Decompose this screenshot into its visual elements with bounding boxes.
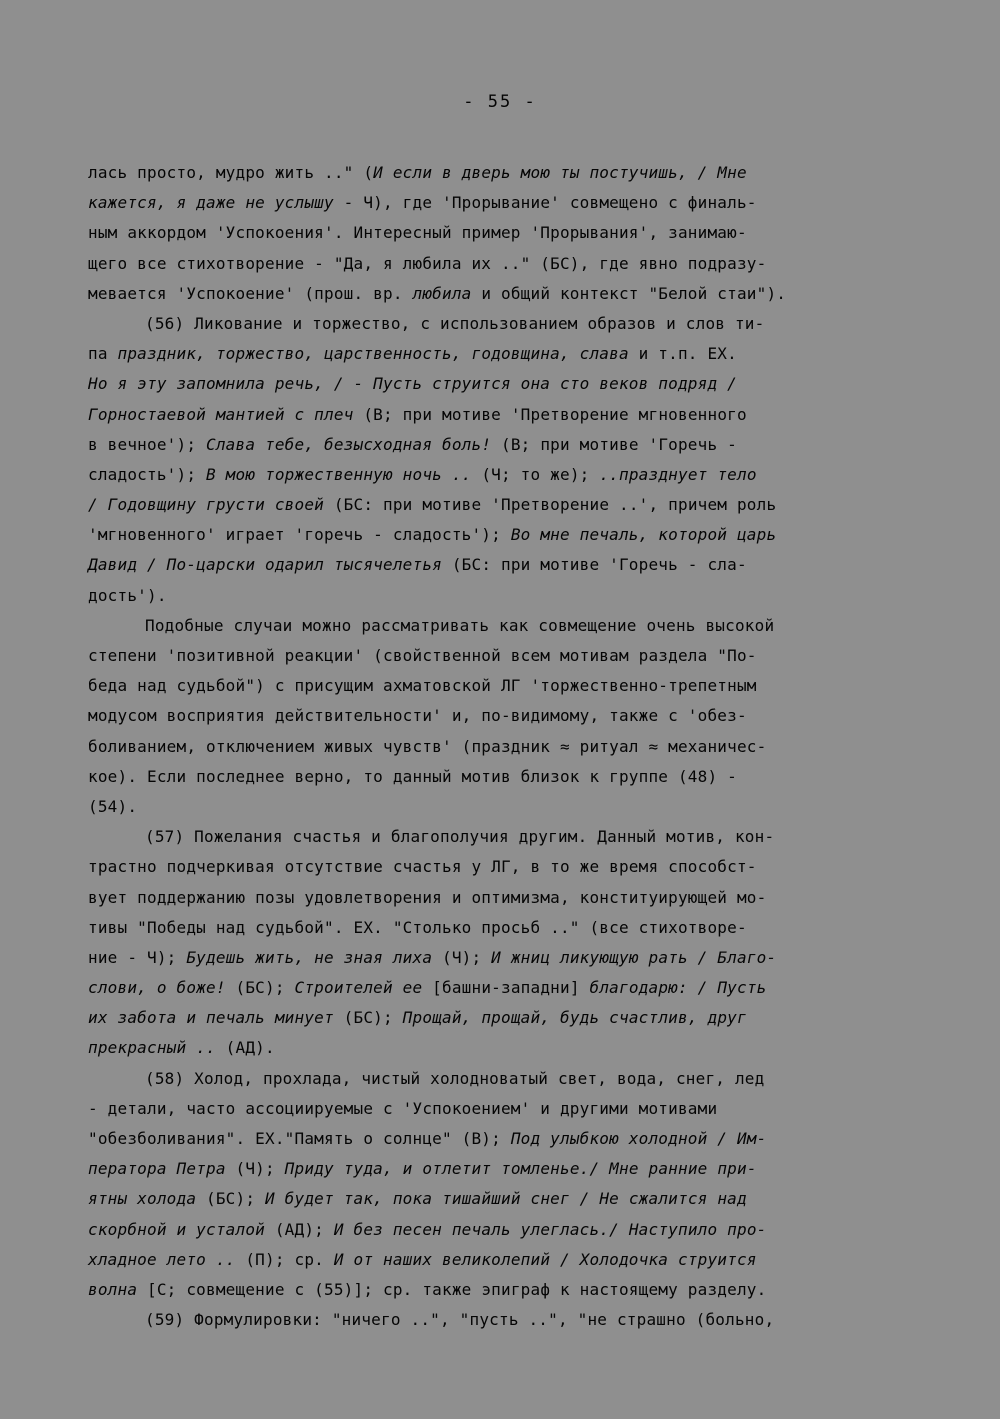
italic-quote: И будет так, пока тишайший снег / Не сжалится над <box>265 1189 747 1209</box>
italic-quote: ..празднует тело <box>599 464 757 484</box>
text-line <box>88 641 910 671</box>
text-line <box>88 339 910 369</box>
text-segment: (В; при мотиве 'Претворение мгновенного <box>353 404 747 424</box>
text-line-content <box>88 279 786 309</box>
text-line <box>88 550 910 580</box>
text-segment: [С; совмещение с (55)]; ср. также эпиграф к настоящему разделу. <box>137 1279 767 1299</box>
text-segment: "обезболивания". ЕХ."Память о солнце" (В); <box>88 1129 511 1148</box>
text-line-content <box>88 973 767 1003</box>
text-segment: тивы "Победы над судьбой". ЕХ. "Столько просьб .." (все стихотворе- <box>88 917 747 937</box>
text-line <box>88 188 910 218</box>
text-line <box>88 430 910 460</box>
text-line-content <box>88 1154 757 1184</box>
text-line-content <box>88 460 757 490</box>
italic-quote: Прощай, прощай, будь счастлив, друг <box>402 1008 747 1028</box>
text-line <box>88 400 910 430</box>
text-line-content <box>88 1245 757 1275</box>
text-segment: (БС); <box>333 1008 403 1028</box>
text-segment: сладость'); <box>88 464 206 484</box>
text-line-content <box>88 1184 747 1214</box>
text-segment: мевается 'Успокоение' (прош. вр. <box>88 283 413 303</box>
italic-quote: их забота и печаль минует <box>88 1008 334 1028</box>
italic-quote: В мою торжественную ночь .. <box>206 464 472 484</box>
text-line <box>88 1184 910 1214</box>
text-segment: боливанием, отключением живых чувств' (праздник ≈ ритуал ≈ механичес- <box>88 736 767 756</box>
text-line <box>88 279 910 309</box>
text-segment: (АД). <box>215 1038 275 1058</box>
text-line-content <box>88 339 737 369</box>
text-segment: (БС); <box>225 978 295 998</box>
text-line <box>88 309 910 339</box>
text-line-content <box>88 1033 275 1063</box>
italic-quote: И без песен печаль улеглась./ Наступило про- <box>333 1219 767 1239</box>
text-segment: (57) Пожелания счастья и благополучия другим. Данный мотив, кон- <box>145 827 775 847</box>
text-line-content <box>88 581 167 611</box>
text-line <box>88 1245 910 1275</box>
text-line <box>88 1275 910 1305</box>
text-segment: Подобные случаи можно рассматривать как совмещение очень высокой <box>145 615 775 635</box>
text-line <box>88 883 910 913</box>
text-segment: - Ч), где 'Прорывание' совмещено с финаль- <box>333 193 757 213</box>
text-line-content <box>88 1275 766 1305</box>
italic-quote: Приду туда, и отлетит томленье./ Мне ранние при- <box>284 1159 757 1179</box>
text-line-content <box>88 490 776 520</box>
text-line <box>88 943 910 973</box>
text-segment: трастно подчеркивая отсутствие счастья у ЛГ, в то же время способст- <box>88 857 757 877</box>
text-line <box>88 581 910 611</box>
text-line <box>88 732 910 762</box>
italic-quote: / Годовщину грусти своей <box>88 495 324 515</box>
text-line <box>88 369 910 399</box>
text-line <box>88 520 910 550</box>
text-line <box>88 973 910 1003</box>
text-line <box>88 1003 910 1033</box>
text-line <box>88 490 910 520</box>
italic-quote: Во мне печаль, которой царь <box>510 525 777 545</box>
document-body <box>88 158 910 1335</box>
text-line <box>88 1215 910 1245</box>
text-segment: (БС); <box>196 1189 266 1209</box>
text-segment: (АД); <box>265 1219 334 1239</box>
text-line <box>88 611 910 641</box>
page-number: - 55 - <box>463 92 537 112</box>
text-segment: дость'). <box>88 585 167 605</box>
text-segment: (54). <box>88 796 138 816</box>
text-segment: 'мгновенного' играет 'горечь - сладость'); <box>88 525 511 545</box>
italic-quote: Давид / По-царски одарил тысячелетья <box>88 555 442 575</box>
text-line-content <box>88 520 776 550</box>
text-line <box>88 671 910 701</box>
text-line-content <box>145 1064 764 1094</box>
text-segment: (Ч; то же); <box>471 464 600 484</box>
text-line-content <box>88 641 757 671</box>
text-segment: (58) Холод, прохлада, чистый холодноватый свет, вода, снег, лед <box>145 1068 765 1088</box>
text-segment: (59) Формулировки: "ничего ..", "пусть ..", "не страшно (больно, <box>145 1310 775 1330</box>
text-line-content <box>88 550 747 580</box>
text-segment: (56) Ликование и торжество, с использованием образов и слов ти- <box>145 313 765 333</box>
text-segment: (БС: при мотиве 'Горечь - сла- <box>441 555 747 575</box>
text-line-content <box>88 158 747 188</box>
text-segment: в вечное'); <box>88 434 206 454</box>
text-line-content <box>88 883 766 913</box>
text-line-content <box>88 188 757 218</box>
text-line <box>88 1305 910 1335</box>
text-line-content <box>88 701 747 731</box>
text-segment: - детали, часто ассоциируемые с 'Успокоением' и другими мотивами <box>88 1098 718 1118</box>
text-segment: и общий контекст "Белой стаи"). <box>471 283 787 303</box>
italic-quote: И от наших великолепий / Холодочка струится <box>333 1249 757 1269</box>
text-segment: модусом восприятия действительности' и, по-видимому, также с 'обез- <box>88 706 747 726</box>
text-line <box>88 762 910 792</box>
text-line <box>88 1154 910 1184</box>
text-line-content <box>88 218 747 248</box>
text-line-content <box>88 400 747 430</box>
text-segment: ние - Ч); <box>88 947 187 967</box>
italic-quote: Будешь жить, не зная лиха <box>186 947 433 967</box>
italic-quote: любила <box>412 283 472 303</box>
text-line-content <box>88 913 747 943</box>
text-line-content <box>88 1124 766 1154</box>
text-segment: (БС: при мотиве 'Претворение ..', причем роль <box>324 495 777 515</box>
text-segment: лась просто, мудро жить .." ( <box>88 163 374 182</box>
text-line-content <box>88 943 776 973</box>
text-line <box>88 913 910 943</box>
text-segment: (Ч); <box>225 1159 285 1179</box>
text-line <box>88 249 910 279</box>
italic-quote: ператора Петра <box>88 1159 226 1179</box>
italic-quote: благодарю: / Пусть <box>589 978 767 998</box>
italic-quote: ятны холода <box>88 1189 197 1209</box>
italic-quote: Строителей ее <box>294 978 423 998</box>
text-line-content <box>88 792 137 822</box>
text-line-content <box>88 732 766 762</box>
italic-quote: праздник, торжество, царственность, годовщина, слава <box>117 344 629 364</box>
text-line-content <box>145 1305 774 1335</box>
text-line-content <box>88 762 737 792</box>
text-line <box>88 852 910 882</box>
text-segment: щего все стихотворение - "Да, я любила их .." (БС), где явно подразу- <box>88 253 767 273</box>
text-line-content <box>88 249 766 279</box>
text-segment: (Ч); <box>432 947 492 967</box>
text-segment: беда над судьбой") с присущим ахматовской ЛГ 'торжественно-трепетным <box>88 676 757 696</box>
italic-quote: волна <box>88 1279 138 1299</box>
text-segment: и т.п. ЕХ. <box>628 344 737 364</box>
italic-quote: Под улыбкою холодной / Им- <box>510 1129 767 1148</box>
text-line <box>88 1094 910 1124</box>
text-segment: кое). Если последнее верно, то данный мотив близок к группе (48) - <box>88 766 737 786</box>
text-line <box>88 1064 910 1094</box>
text-line <box>88 460 910 490</box>
italic-quote: Горностаевой мантией с плеч <box>88 404 354 424</box>
text-line-content <box>88 671 757 701</box>
text-line-content <box>145 611 774 641</box>
text-segment: вует поддержанию позы удовлетворения и оптимизма, конституирующей мо- <box>88 887 767 907</box>
italic-quote: Слава тебе, безысходная боль! <box>206 434 492 454</box>
text-line-content <box>88 369 737 399</box>
italic-quote: прекрасный .. <box>88 1038 216 1058</box>
italic-quote: кажется, я даже не услышу <box>88 193 334 213</box>
text-line <box>88 1033 910 1063</box>
text-line-content <box>145 822 774 852</box>
italic-quote: слови, о боже! <box>88 978 226 998</box>
text-line <box>88 792 910 822</box>
text-line-content <box>88 1215 767 1245</box>
text-segment: (П); ср. <box>235 1249 334 1269</box>
text-segment: па <box>88 344 118 364</box>
text-segment: ным аккордом 'Успокоения'. Интересный пример 'Прорывания', занимаю- <box>88 223 747 243</box>
text-segment: (В; при мотиве 'Горечь - <box>491 434 737 454</box>
text-line <box>88 822 910 852</box>
text-segment: степени 'позитивной реакции' (свойственной всем мотивам раздела "По- <box>88 646 757 665</box>
italic-quote: Но я эту запомнила речь, / - Пусть струится она сто веков подряд / <box>88 374 737 394</box>
italic-quote: И жниц ликующую рать / Благо- <box>491 947 777 967</box>
text-line-content <box>88 852 757 882</box>
text-segment: [башни-западни] <box>422 978 590 998</box>
italic-quote: хладное лето .. <box>88 1249 236 1269</box>
text-line <box>88 1124 910 1154</box>
text-line <box>88 218 910 248</box>
text-line <box>88 158 910 188</box>
italic-quote: скорбной и усталой <box>88 1219 265 1239</box>
text-line-content <box>145 309 764 339</box>
italic-quote: И если в дверь мою ты постучишь, / Мне <box>373 163 747 182</box>
text-line-content <box>88 430 737 460</box>
text-line <box>88 701 910 731</box>
text-line-content <box>88 1094 717 1124</box>
text-line-content <box>88 1003 747 1033</box>
